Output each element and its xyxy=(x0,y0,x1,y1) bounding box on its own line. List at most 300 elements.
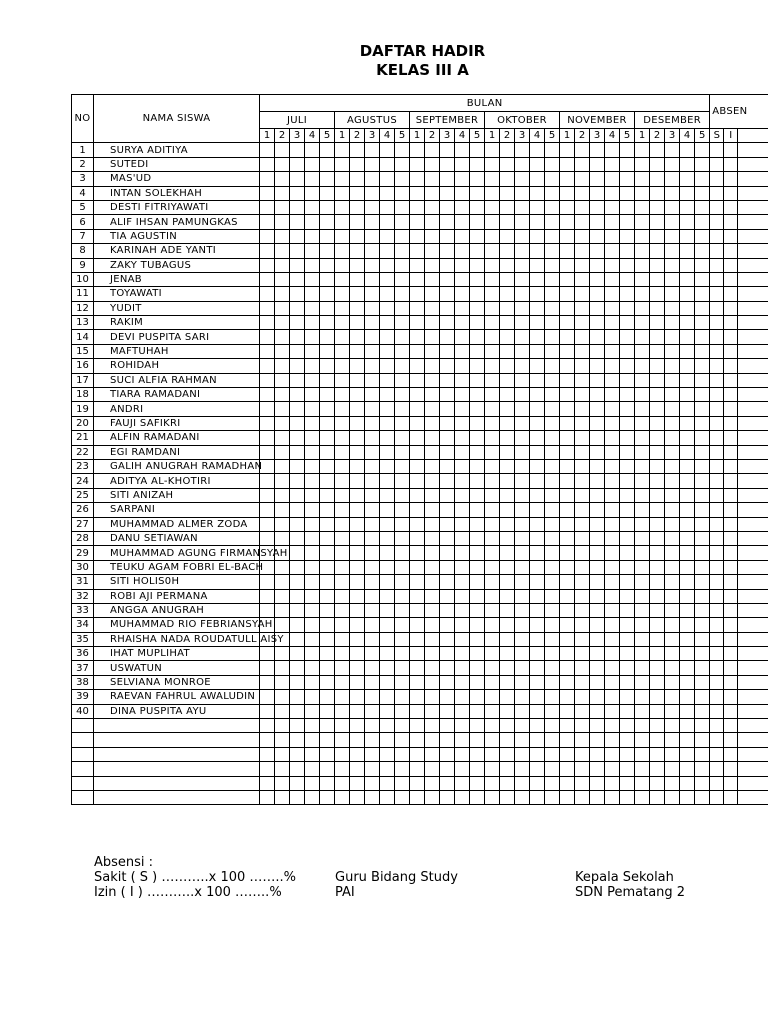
attendance-cell[interactable] xyxy=(695,316,710,330)
attendance-cell[interactable] xyxy=(290,186,305,200)
attendance-cell[interactable] xyxy=(335,776,350,790)
attendance-cell[interactable] xyxy=(665,618,680,632)
attendance-cell[interactable] xyxy=(350,546,365,560)
attendance-cell[interactable] xyxy=(410,359,425,373)
attendance-cell[interactable] xyxy=(425,762,440,776)
attendance-cell[interactable] xyxy=(455,301,470,315)
attendance-cell[interactable] xyxy=(695,344,710,358)
attendance-cell[interactable] xyxy=(500,546,515,560)
attendance-cell[interactable] xyxy=(425,647,440,661)
attendance-cell[interactable] xyxy=(560,157,575,171)
attendance-cell[interactable] xyxy=(410,675,425,689)
attendance-cell[interactable] xyxy=(425,172,440,186)
attendance-cell[interactable] xyxy=(320,575,335,589)
attendance-cell[interactable] xyxy=(724,546,738,560)
attendance-cell[interactable] xyxy=(425,733,440,747)
attendance-cell[interactable] xyxy=(650,200,665,214)
attendance-cell[interactable] xyxy=(440,258,455,272)
attendance-cell[interactable] xyxy=(320,258,335,272)
attendance-cell[interactable] xyxy=(320,776,335,790)
attendance-cell[interactable] xyxy=(665,316,680,330)
attendance-cell[interactable] xyxy=(335,474,350,488)
attendance-cell[interactable] xyxy=(545,647,560,661)
attendance-cell[interactable] xyxy=(560,172,575,186)
attendance-cell[interactable] xyxy=(695,546,710,560)
attendance-cell[interactable] xyxy=(724,330,738,344)
attendance-cell[interactable] xyxy=(380,733,395,747)
attendance-cell[interactable] xyxy=(260,258,275,272)
attendance-cell[interactable] xyxy=(455,416,470,430)
attendance-cell[interactable] xyxy=(395,488,410,502)
attendance-cell[interactable] xyxy=(530,459,545,473)
attendance-cell[interactable] xyxy=(530,503,545,517)
attendance-cell[interactable] xyxy=(395,186,410,200)
attendance-cell[interactable] xyxy=(710,172,724,186)
attendance-cell[interactable] xyxy=(738,301,768,315)
attendance-cell[interactable] xyxy=(560,575,575,589)
attendance-cell[interactable] xyxy=(455,733,470,747)
attendance-cell[interactable] xyxy=(500,229,515,243)
attendance-cell[interactable] xyxy=(275,244,290,258)
attendance-cell[interactable] xyxy=(738,589,768,603)
attendance-cell[interactable] xyxy=(260,373,275,387)
attendance-cell[interactable] xyxy=(545,719,560,733)
attendance-cell[interactable] xyxy=(305,474,320,488)
attendance-cell[interactable] xyxy=(320,503,335,517)
attendance-cell[interactable] xyxy=(500,431,515,445)
attendance-cell[interactable] xyxy=(335,330,350,344)
attendance-cell[interactable] xyxy=(380,416,395,430)
attendance-cell[interactable] xyxy=(560,503,575,517)
attendance-cell[interactable] xyxy=(440,675,455,689)
attendance-cell[interactable] xyxy=(635,258,650,272)
attendance-cell[interactable] xyxy=(635,416,650,430)
attendance-cell[interactable] xyxy=(724,618,738,632)
attendance-cell[interactable] xyxy=(695,675,710,689)
attendance-cell[interactable] xyxy=(425,675,440,689)
attendance-cell[interactable] xyxy=(515,474,530,488)
attendance-cell[interactable] xyxy=(738,560,768,574)
attendance-cell[interactable] xyxy=(665,632,680,646)
attendance-cell[interactable] xyxy=(350,459,365,473)
attendance-cell[interactable] xyxy=(545,776,560,790)
attendance-cell[interactable] xyxy=(680,200,695,214)
attendance-cell[interactable] xyxy=(620,186,635,200)
attendance-cell[interactable] xyxy=(410,560,425,574)
attendance-cell[interactable] xyxy=(260,733,275,747)
attendance-cell[interactable] xyxy=(395,575,410,589)
attendance-cell[interactable] xyxy=(380,330,395,344)
attendance-cell[interactable] xyxy=(515,503,530,517)
attendance-cell[interactable] xyxy=(410,316,425,330)
attendance-cell[interactable] xyxy=(350,301,365,315)
attendance-cell[interactable] xyxy=(605,632,620,646)
attendance-cell[interactable] xyxy=(260,431,275,445)
attendance-cell[interactable] xyxy=(650,316,665,330)
attendance-cell[interactable] xyxy=(530,632,545,646)
attendance-cell[interactable] xyxy=(724,503,738,517)
attendance-cell[interactable] xyxy=(545,359,560,373)
attendance-cell[interactable] xyxy=(710,431,724,445)
attendance-cell[interactable] xyxy=(605,517,620,531)
attendance-cell[interactable] xyxy=(425,474,440,488)
attendance-cell[interactable] xyxy=(530,474,545,488)
attendance-cell[interactable] xyxy=(455,690,470,704)
attendance-cell[interactable] xyxy=(710,244,724,258)
attendance-cell[interactable] xyxy=(635,603,650,617)
attendance-cell[interactable] xyxy=(350,287,365,301)
attendance-cell[interactable] xyxy=(545,632,560,646)
attendance-cell[interactable] xyxy=(500,301,515,315)
attendance-cell[interactable] xyxy=(305,776,320,790)
attendance-cell[interactable] xyxy=(410,661,425,675)
attendance-cell[interactable] xyxy=(620,200,635,214)
attendance-cell[interactable] xyxy=(305,531,320,545)
attendance-cell[interactable] xyxy=(620,459,635,473)
attendance-cell[interactable] xyxy=(455,531,470,545)
attendance-cell[interactable] xyxy=(365,330,380,344)
attendance-cell[interactable] xyxy=(455,546,470,560)
attendance-cell[interactable] xyxy=(724,632,738,646)
attendance-cell[interactable] xyxy=(395,531,410,545)
attendance-cell[interactable] xyxy=(425,661,440,675)
attendance-cell[interactable] xyxy=(738,690,768,704)
attendance-cell[interactable] xyxy=(635,316,650,330)
attendance-cell[interactable] xyxy=(545,200,560,214)
attendance-cell[interactable] xyxy=(365,488,380,502)
attendance-cell[interactable] xyxy=(605,143,620,157)
attendance-cell[interactable] xyxy=(680,172,695,186)
attendance-cell[interactable] xyxy=(665,244,680,258)
attendance-cell[interactable] xyxy=(635,330,650,344)
attendance-cell[interactable] xyxy=(470,603,485,617)
attendance-cell[interactable] xyxy=(410,344,425,358)
attendance-cell[interactable] xyxy=(605,301,620,315)
attendance-cell[interactable] xyxy=(395,661,410,675)
attendance-cell[interactable] xyxy=(380,776,395,790)
attendance-cell[interactable] xyxy=(515,603,530,617)
attendance-cell[interactable] xyxy=(560,762,575,776)
attendance-cell[interactable] xyxy=(575,647,590,661)
attendance-cell[interactable] xyxy=(395,747,410,761)
attendance-cell[interactable] xyxy=(695,287,710,301)
attendance-cell[interactable] xyxy=(724,373,738,387)
attendance-cell[interactable] xyxy=(738,719,768,733)
attendance-cell[interactable] xyxy=(470,287,485,301)
attendance-cell[interactable] xyxy=(410,388,425,402)
attendance-cell[interactable] xyxy=(440,503,455,517)
attendance-cell[interactable] xyxy=(485,157,500,171)
attendance-cell[interactable] xyxy=(260,388,275,402)
attendance-cell[interactable] xyxy=(620,747,635,761)
attendance-cell[interactable] xyxy=(650,747,665,761)
attendance-cell[interactable] xyxy=(530,488,545,502)
attendance-cell[interactable] xyxy=(455,459,470,473)
attendance-cell[interactable] xyxy=(650,560,665,574)
attendance-cell[interactable] xyxy=(710,474,724,488)
attendance-cell[interactable] xyxy=(695,388,710,402)
attendance-cell[interactable] xyxy=(500,632,515,646)
attendance-cell[interactable] xyxy=(485,531,500,545)
attendance-cell[interactable] xyxy=(440,287,455,301)
attendance-cell[interactable] xyxy=(410,258,425,272)
attendance-cell[interactable] xyxy=(620,143,635,157)
attendance-cell[interactable] xyxy=(665,416,680,430)
attendance-cell[interactable] xyxy=(635,287,650,301)
attendance-cell[interactable] xyxy=(650,488,665,502)
attendance-cell[interactable] xyxy=(350,258,365,272)
attendance-cell[interactable] xyxy=(350,244,365,258)
attendance-cell[interactable] xyxy=(455,474,470,488)
attendance-cell[interactable] xyxy=(575,215,590,229)
attendance-cell[interactable] xyxy=(290,719,305,733)
attendance-cell[interactable] xyxy=(545,344,560,358)
attendance-cell[interactable] xyxy=(395,790,410,804)
attendance-cell[interactable] xyxy=(290,459,305,473)
attendance-cell[interactable] xyxy=(665,647,680,661)
attendance-cell[interactable] xyxy=(605,647,620,661)
attendance-cell[interactable] xyxy=(620,575,635,589)
attendance-cell[interactable] xyxy=(560,373,575,387)
attendance-cell[interactable] xyxy=(560,258,575,272)
attendance-cell[interactable] xyxy=(500,474,515,488)
attendance-cell[interactable] xyxy=(530,172,545,186)
attendance-cell[interactable] xyxy=(500,272,515,286)
attendance-cell[interactable] xyxy=(665,373,680,387)
attendance-cell[interactable] xyxy=(290,431,305,445)
attendance-cell[interactable] xyxy=(425,618,440,632)
attendance-cell[interactable] xyxy=(395,330,410,344)
attendance-cell[interactable] xyxy=(275,402,290,416)
attendance-cell[interactable] xyxy=(650,603,665,617)
attendance-cell[interactable] xyxy=(410,215,425,229)
attendance-cell[interactable] xyxy=(425,388,440,402)
attendance-cell[interactable] xyxy=(590,632,605,646)
attendance-cell[interactable] xyxy=(635,488,650,502)
attendance-cell[interactable] xyxy=(425,258,440,272)
attendance-cell[interactable] xyxy=(350,589,365,603)
attendance-cell[interactable] xyxy=(605,589,620,603)
attendance-cell[interactable] xyxy=(335,258,350,272)
attendance-cell[interactable] xyxy=(335,229,350,243)
attendance-cell[interactable] xyxy=(560,747,575,761)
attendance-cell[interactable] xyxy=(560,316,575,330)
attendance-cell[interactable] xyxy=(515,172,530,186)
attendance-cell[interactable] xyxy=(680,215,695,229)
attendance-cell[interactable] xyxy=(500,388,515,402)
attendance-cell[interactable] xyxy=(605,459,620,473)
attendance-cell[interactable] xyxy=(545,143,560,157)
attendance-cell[interactable] xyxy=(440,776,455,790)
attendance-cell[interactable] xyxy=(560,690,575,704)
attendance-cell[interactable] xyxy=(575,589,590,603)
attendance-cell[interactable] xyxy=(620,172,635,186)
attendance-cell[interactable] xyxy=(738,704,768,718)
attendance-cell[interactable] xyxy=(395,373,410,387)
attendance-cell[interactable] xyxy=(335,143,350,157)
attendance-cell[interactable] xyxy=(530,790,545,804)
attendance-cell[interactable] xyxy=(530,330,545,344)
attendance-cell[interactable] xyxy=(440,459,455,473)
attendance-cell[interactable] xyxy=(335,733,350,747)
attendance-cell[interactable] xyxy=(305,488,320,502)
attendance-cell[interactable] xyxy=(470,488,485,502)
attendance-cell[interactable] xyxy=(380,632,395,646)
attendance-cell[interactable] xyxy=(260,172,275,186)
attendance-cell[interactable] xyxy=(410,186,425,200)
attendance-cell[interactable] xyxy=(620,445,635,459)
attendance-cell[interactable] xyxy=(455,143,470,157)
attendance-cell[interactable] xyxy=(680,272,695,286)
attendance-cell[interactable] xyxy=(724,704,738,718)
attendance-cell[interactable] xyxy=(410,776,425,790)
attendance-cell[interactable] xyxy=(575,603,590,617)
attendance-cell[interactable] xyxy=(560,459,575,473)
attendance-cell[interactable] xyxy=(575,762,590,776)
attendance-cell[interactable] xyxy=(530,157,545,171)
attendance-cell[interactable] xyxy=(680,143,695,157)
attendance-cell[interactable] xyxy=(560,488,575,502)
attendance-cell[interactable] xyxy=(695,618,710,632)
attendance-cell[interactable] xyxy=(635,359,650,373)
attendance-cell[interactable] xyxy=(738,330,768,344)
attendance-cell[interactable] xyxy=(455,790,470,804)
attendance-cell[interactable] xyxy=(515,459,530,473)
attendance-cell[interactable] xyxy=(440,359,455,373)
attendance-cell[interactable] xyxy=(515,301,530,315)
attendance-cell[interactable] xyxy=(440,172,455,186)
attendance-cell[interactable] xyxy=(440,373,455,387)
attendance-cell[interactable] xyxy=(635,186,650,200)
attendance-cell[interactable] xyxy=(738,402,768,416)
attendance-cell[interactable] xyxy=(575,776,590,790)
attendance-cell[interactable] xyxy=(320,589,335,603)
attendance-cell[interactable] xyxy=(724,531,738,545)
attendance-cell[interactable] xyxy=(335,517,350,531)
attendance-cell[interactable] xyxy=(695,416,710,430)
attendance-cell[interactable] xyxy=(590,589,605,603)
attendance-cell[interactable] xyxy=(635,531,650,545)
attendance-cell[interactable] xyxy=(575,416,590,430)
attendance-cell[interactable] xyxy=(515,488,530,502)
attendance-cell[interactable] xyxy=(395,416,410,430)
attendance-cell[interactable] xyxy=(305,272,320,286)
attendance-cell[interactable] xyxy=(290,416,305,430)
attendance-cell[interactable] xyxy=(470,719,485,733)
attendance-cell[interactable] xyxy=(500,445,515,459)
attendance-cell[interactable] xyxy=(305,747,320,761)
attendance-cell[interactable] xyxy=(724,459,738,473)
attendance-cell[interactable] xyxy=(320,229,335,243)
attendance-cell[interactable] xyxy=(440,747,455,761)
attendance-cell[interactable] xyxy=(590,488,605,502)
attendance-cell[interactable] xyxy=(650,503,665,517)
attendance-cell[interactable] xyxy=(605,316,620,330)
attendance-cell[interactable] xyxy=(635,690,650,704)
attendance-cell[interactable] xyxy=(410,445,425,459)
attendance-cell[interactable] xyxy=(410,575,425,589)
attendance-cell[interactable] xyxy=(320,244,335,258)
attendance-cell[interactable] xyxy=(724,200,738,214)
attendance-cell[interactable] xyxy=(575,359,590,373)
attendance-cell[interactable] xyxy=(575,790,590,804)
attendance-cell[interactable] xyxy=(485,172,500,186)
attendance-cell[interactable] xyxy=(275,776,290,790)
attendance-cell[interactable] xyxy=(620,258,635,272)
attendance-cell[interactable] xyxy=(650,157,665,171)
attendance-cell[interactable] xyxy=(470,575,485,589)
attendance-cell[interactable] xyxy=(500,258,515,272)
attendance-cell[interactable] xyxy=(635,503,650,517)
attendance-cell[interactable] xyxy=(605,215,620,229)
attendance-cell[interactable] xyxy=(260,690,275,704)
attendance-cell[interactable] xyxy=(305,690,320,704)
attendance-cell[interactable] xyxy=(575,373,590,387)
attendance-cell[interactable] xyxy=(500,330,515,344)
attendance-cell[interactable] xyxy=(455,431,470,445)
attendance-cell[interactable] xyxy=(380,589,395,603)
attendance-cell[interactable] xyxy=(605,373,620,387)
attendance-cell[interactable] xyxy=(575,632,590,646)
attendance-cell[interactable] xyxy=(260,503,275,517)
attendance-cell[interactable] xyxy=(590,316,605,330)
attendance-cell[interactable] xyxy=(680,287,695,301)
attendance-cell[interactable] xyxy=(710,719,724,733)
attendance-cell[interactable] xyxy=(485,603,500,617)
attendance-cell[interactable] xyxy=(710,488,724,502)
attendance-cell[interactable] xyxy=(515,589,530,603)
attendance-cell[interactable] xyxy=(635,402,650,416)
attendance-cell[interactable] xyxy=(395,503,410,517)
attendance-cell[interactable] xyxy=(455,675,470,689)
attendance-cell[interactable] xyxy=(290,200,305,214)
attendance-cell[interactable] xyxy=(275,301,290,315)
attendance-cell[interactable] xyxy=(530,747,545,761)
attendance-cell[interactable] xyxy=(500,344,515,358)
attendance-cell[interactable] xyxy=(545,258,560,272)
attendance-cell[interactable] xyxy=(410,747,425,761)
attendance-cell[interactable] xyxy=(500,416,515,430)
attendance-cell[interactable] xyxy=(665,575,680,589)
attendance-cell[interactable] xyxy=(320,186,335,200)
attendance-cell[interactable] xyxy=(485,359,500,373)
attendance-cell[interactable] xyxy=(530,431,545,445)
attendance-cell[interactable] xyxy=(275,531,290,545)
attendance-cell[interactable] xyxy=(680,402,695,416)
attendance-cell[interactable] xyxy=(530,344,545,358)
attendance-cell[interactable] xyxy=(710,647,724,661)
attendance-cell[interactable] xyxy=(275,388,290,402)
attendance-cell[interactable] xyxy=(470,229,485,243)
attendance-cell[interactable] xyxy=(440,647,455,661)
attendance-cell[interactable] xyxy=(455,560,470,574)
attendance-cell[interactable] xyxy=(455,388,470,402)
attendance-cell[interactable] xyxy=(560,647,575,661)
attendance-cell[interactable] xyxy=(455,215,470,229)
attendance-cell[interactable] xyxy=(724,244,738,258)
attendance-cell[interactable] xyxy=(695,200,710,214)
attendance-cell[interactable] xyxy=(710,157,724,171)
attendance-cell[interactable] xyxy=(738,531,768,545)
attendance-cell[interactable] xyxy=(260,143,275,157)
attendance-cell[interactable] xyxy=(485,431,500,445)
attendance-cell[interactable] xyxy=(680,301,695,315)
attendance-cell[interactable] xyxy=(665,359,680,373)
attendance-cell[interactable] xyxy=(695,762,710,776)
attendance-cell[interactable] xyxy=(545,272,560,286)
attendance-cell[interactable] xyxy=(440,474,455,488)
attendance-cell[interactable] xyxy=(455,272,470,286)
